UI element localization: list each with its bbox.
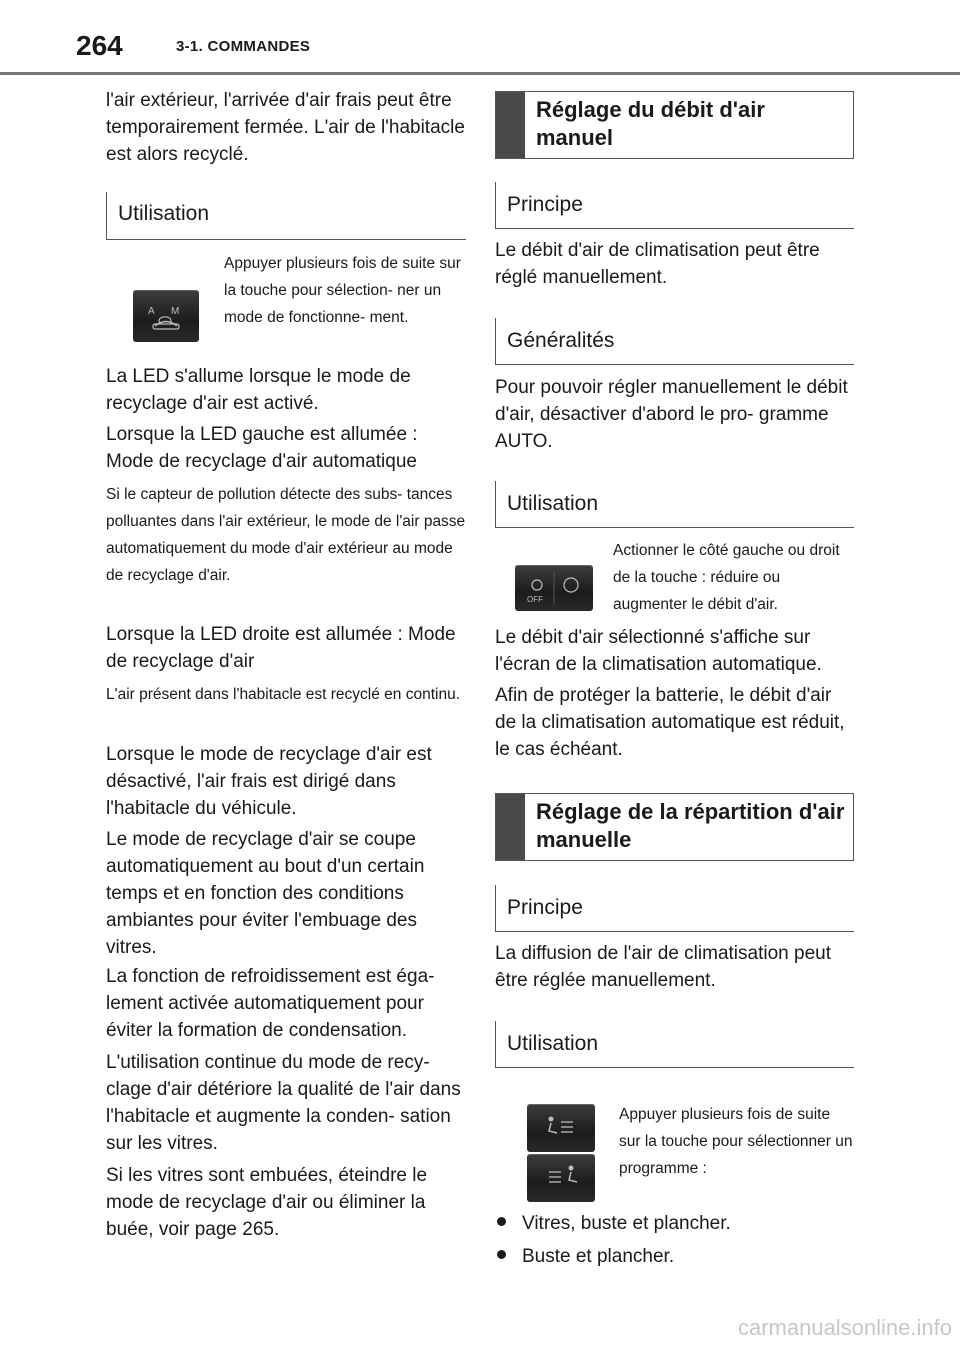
air-distribution-upper-button-image [527,1104,595,1152]
paragraph: Lorsque le mode de recyclage d'air est désactivé, l'air frais est dirigé dans l'habitacle du véhicule. [106,744,432,819]
subhead-label: Principe [507,193,583,216]
list-item [497,1243,854,1270]
heading-title: Réglage de la répartition d'air manuelle [536,799,845,852]
paragraph: Si les vitres sont embuées, éteindre le mode de recyclage d'air ou éliminer la buée, voir page 265. [106,1165,428,1240]
subhead-utilisation-left [106,192,466,240]
paragraph: Lorsque la LED gauche est allumée : Mode de recyclage d'air automatique [106,424,418,472]
led-label-m: M [171,306,180,317]
paragraph: Afin de protéger la batterie, le débit d'air de la climatisation automatique est réduit, le cas échéant. [495,685,845,760]
page-number: 264 [76,30,123,61]
paragraph: L'utilisation continue du mode de recy- clage d'air détériore la qualité de l'air dans l'habitacle et augmente la conden- sation sur les vitres. [106,1052,461,1154]
fan-speed-button-image [515,565,593,611]
body-feet-icon [527,1154,595,1202]
paragraph: Le mode de recyclage d'air se coupe automatiquement au bout d'un certain temps et en fonction des conditions ambiantes pour éviter l'embuage des vitres. [106,829,425,958]
subhead-utilisation-2 [495,1021,854,1068]
watermark: carmanualsonline.info [737,1315,952,1340]
header-rule [0,72,960,75]
subhead-utilisation-right [495,481,854,528]
list-item-label: Buste et plancher. [522,1246,675,1267]
subhead-principe-2 [495,885,854,932]
heading-box-repartition [495,793,854,861]
fan-icon [515,565,593,611]
heading-box-debit [495,91,854,159]
paragraph: La fonction de refroidissement est éga- lement activée automatiquement pour éviter la formation de condensation. [106,966,435,1041]
intro-text: l'air extérieur, l'arrivée d'air frais peut être temporairement fermée. L'air de l'habitacle est alors recyclé. [106,90,465,165]
paragraph: La LED s'allume lorsque le mode de recyclage d'air est activé. [106,366,411,414]
subhead-generalites [495,318,854,365]
subhead-label: Utilisation [507,492,599,515]
subhead-label: Utilisation [118,202,210,225]
heading-bar [496,92,525,158]
windshield-body-feet-icon [527,1104,595,1152]
paragraph: La diffusion de l'air de climatisation peut être réglée manuellement. [495,943,831,991]
bullet-icon [497,1217,506,1226]
subhead-label: Principe [507,896,583,919]
paragraph: Le débit d'air de climatisation peut être réglé manuellement. [495,240,820,288]
note: L'air présent dans l'habitacle est recyclé en continu. [106,686,461,703]
list-item-label: Vitres, buste et plancher. [522,1213,731,1234]
recirculation-button-image [133,290,199,342]
list-item [497,1210,854,1237]
paragraph: Pour pouvoir régler manuellement le débit d'air, désactiver d'abord le pro- gramme AUTO. [495,377,848,452]
bullet-icon [497,1250,506,1259]
subhead-label: Généralités [507,329,615,352]
off-label: OFF [527,595,543,604]
fan-caption: Actionner le côté gauche ou droit de la touche : réduire ou augmenter le débit d'air. [613,542,840,613]
distribution-caption: Appuyer plusieurs fois de suite sur la touche pour sélectionner un programme : [619,1106,853,1177]
page-header [0,0,960,80]
note: Si le capteur de pollution détecte des subs- tances polluantes dans l'air extérieur, le mode de l'air passe automatiquement du mode d'air extérieur au mode de recyclage d'air. [106,486,466,584]
car-recirculation-icon [133,290,199,342]
air-distribution-lower-button-image [527,1154,595,1202]
led-label-a: A [148,306,155,317]
section-title: 3-1. COMMANDES [176,38,311,55]
subhead-principe [495,182,854,229]
heading-title: Réglage du débit d'air manuel [536,97,765,150]
paragraph: Le débit d'air sélectionné s'affiche sur l'écran de la climatisation automatique. [495,627,822,675]
paragraph: Lorsque la LED droite est allumée : Mode de recyclage d'air [106,624,456,672]
button-caption: Appuyer plusieurs fois de suite sur la touche pour sélection- ner un mode de fonctionne- ment. [224,255,461,326]
subhead-label: Utilisation [507,1032,599,1055]
heading-bar [496,794,525,860]
